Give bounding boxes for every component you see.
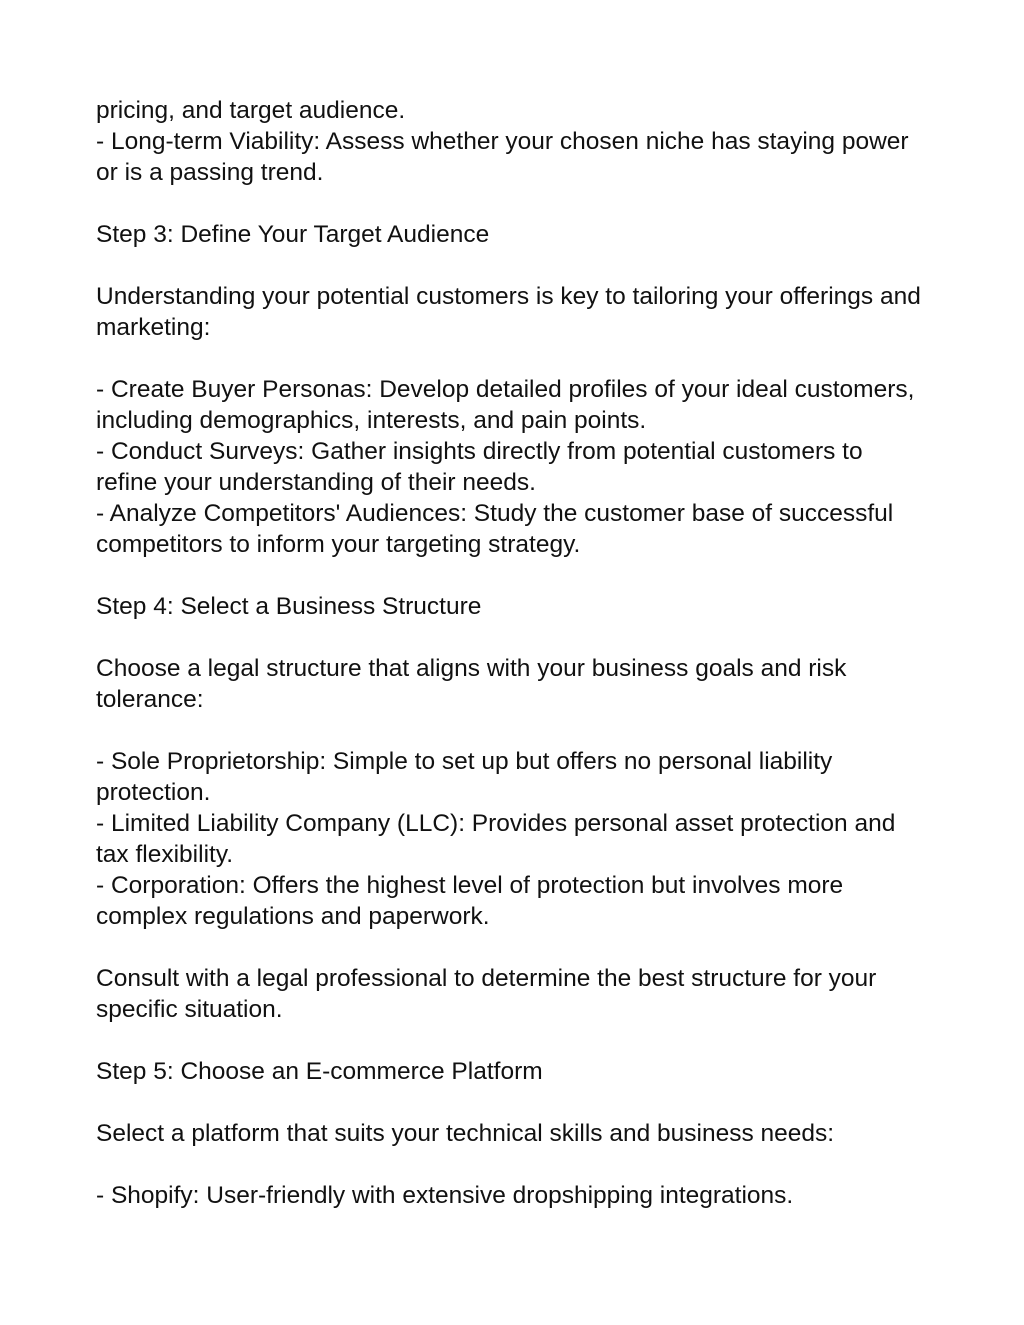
- paragraph-text: pricing, and target audience.: [96, 97, 406, 124]
- document-page: [96, 95, 926, 1211]
- step-5-heading: Step 5: Choose an E-commerce Platform: [96, 1058, 543, 1085]
- paragraph-gap: [96, 343, 926, 374]
- bullet-corporation: - Corporation: Offers the highest level of protection but involves more complex regulations and paperwork.: [96, 872, 844, 930]
- bullet-llc: - Limited Liability Company (LLC): Provides personal asset protection and tax flexibility.: [96, 810, 896, 868]
- paragraph-text: Consult with a legal professional to determine the best structure for your specific situation.: [96, 965, 877, 1023]
- bullet-buyer-personas: - Create Buyer Personas: Develop detailed profiles of your ideal customers, including demographics, interests, and pain points.: [96, 376, 915, 434]
- paragraph-text: Choose a legal structure that aligns with your business goals and risk tolerance:: [96, 655, 847, 713]
- paragraph-text: Understanding your potential customers is key to tailoring your offerings and marketing:: [96, 283, 921, 341]
- paragraph-gap: [96, 250, 926, 281]
- paragraph-gap: [96, 1087, 926, 1118]
- paragraph-text: Select a platform that suits your technical skills and business needs:: [96, 1120, 835, 1147]
- paragraph-gap: [96, 560, 926, 591]
- bullet-sole-proprietorship: - Sole Proprietorship: Simple to set up but offers no personal liability protection.: [96, 748, 833, 806]
- paragraph-gap: [96, 622, 926, 653]
- paragraph-gap: [96, 1149, 926, 1180]
- paragraph-gap: [96, 188, 926, 219]
- step-3-heading: Step 3: Define Your Target Audience: [96, 221, 490, 248]
- step-4-heading: Step 4: Select a Business Structure: [96, 593, 482, 620]
- bullet-conduct-surveys: - Conduct Surveys: Gather insights directly from potential customers to refine your understanding of their needs.: [96, 438, 863, 496]
- bullet-shopify: - Shopify: User-friendly with extensive dropshipping integrations.: [96, 1182, 794, 1209]
- paragraph-gap: [96, 715, 926, 746]
- bullet-long-term-viability: - Long-term Viability: Assess whether your chosen niche has staying power or is a passing trend.: [96, 128, 909, 186]
- paragraph-gap: [96, 932, 926, 963]
- paragraph-gap: [96, 1025, 926, 1056]
- bullet-analyze-competitors: - Analyze Competitors' Audiences: Study the customer base of successful competitors to inform your targeting strategy.: [96, 500, 894, 558]
